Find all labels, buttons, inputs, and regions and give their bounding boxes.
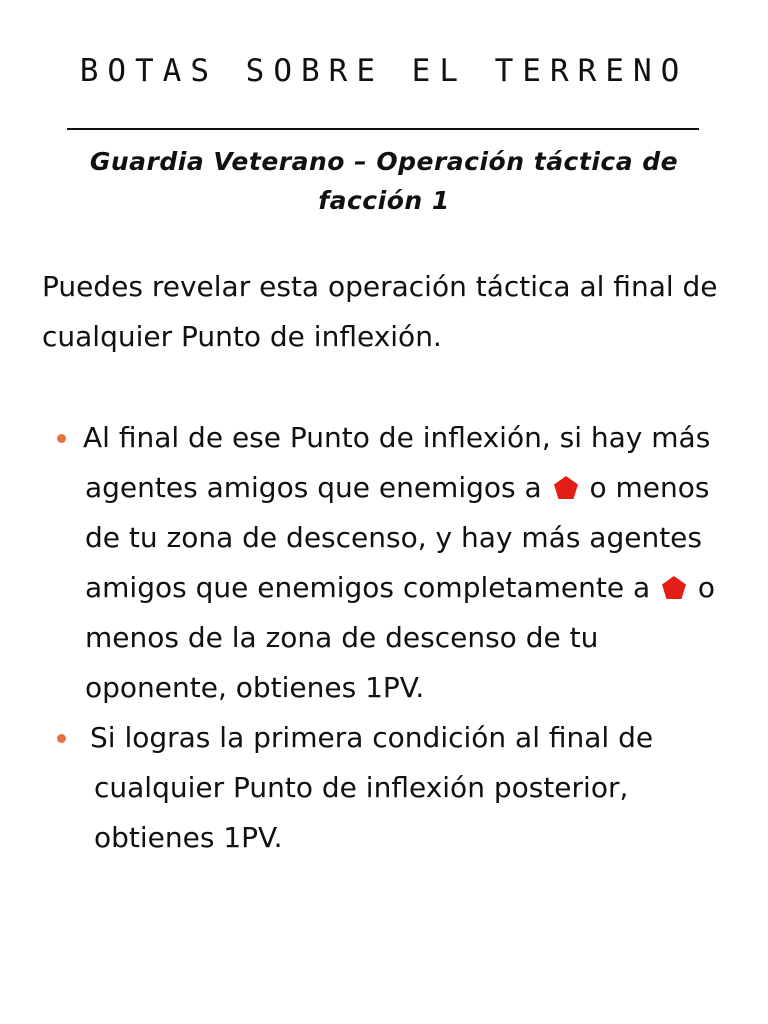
red-pentagon-icon [661, 575, 687, 600]
card-title: BOTAS SOBRE EL TERRENO [79, 53, 689, 89]
bullet-text-part: o menos de la zona de descenso de tu oponente, obtienes 1PV. [85, 571, 716, 704]
bullet-dot-icon [57, 434, 66, 443]
condition-list [0, 413, 768, 863]
list-item [0, 713, 714, 863]
list-item [0, 413, 725, 713]
card-subtitle: Guardia Veterano – Operación táctica de facción 1 [89, 147, 679, 215]
bullet-text-part: Si logras la primera condición al final de cualquier Punto de inflexión posterior, obtienes 1PV. [90, 721, 654, 854]
intro-text: Puedes revelar esta operación táctica al final de cualquier Punto de inflexión. [42, 270, 718, 353]
red-pentagon-icon [553, 475, 579, 500]
title-divider [67, 128, 699, 130]
bullet-dot-icon [57, 734, 66, 743]
bullet-text-part: Al final de ese Punto de inflexión, si hay más agentes amigos que enemigos a [83, 421, 711, 504]
bullet-text-part: o menos de tu zona de descenso, y hay más agentes amigos que enemigos completamente a [85, 471, 710, 604]
